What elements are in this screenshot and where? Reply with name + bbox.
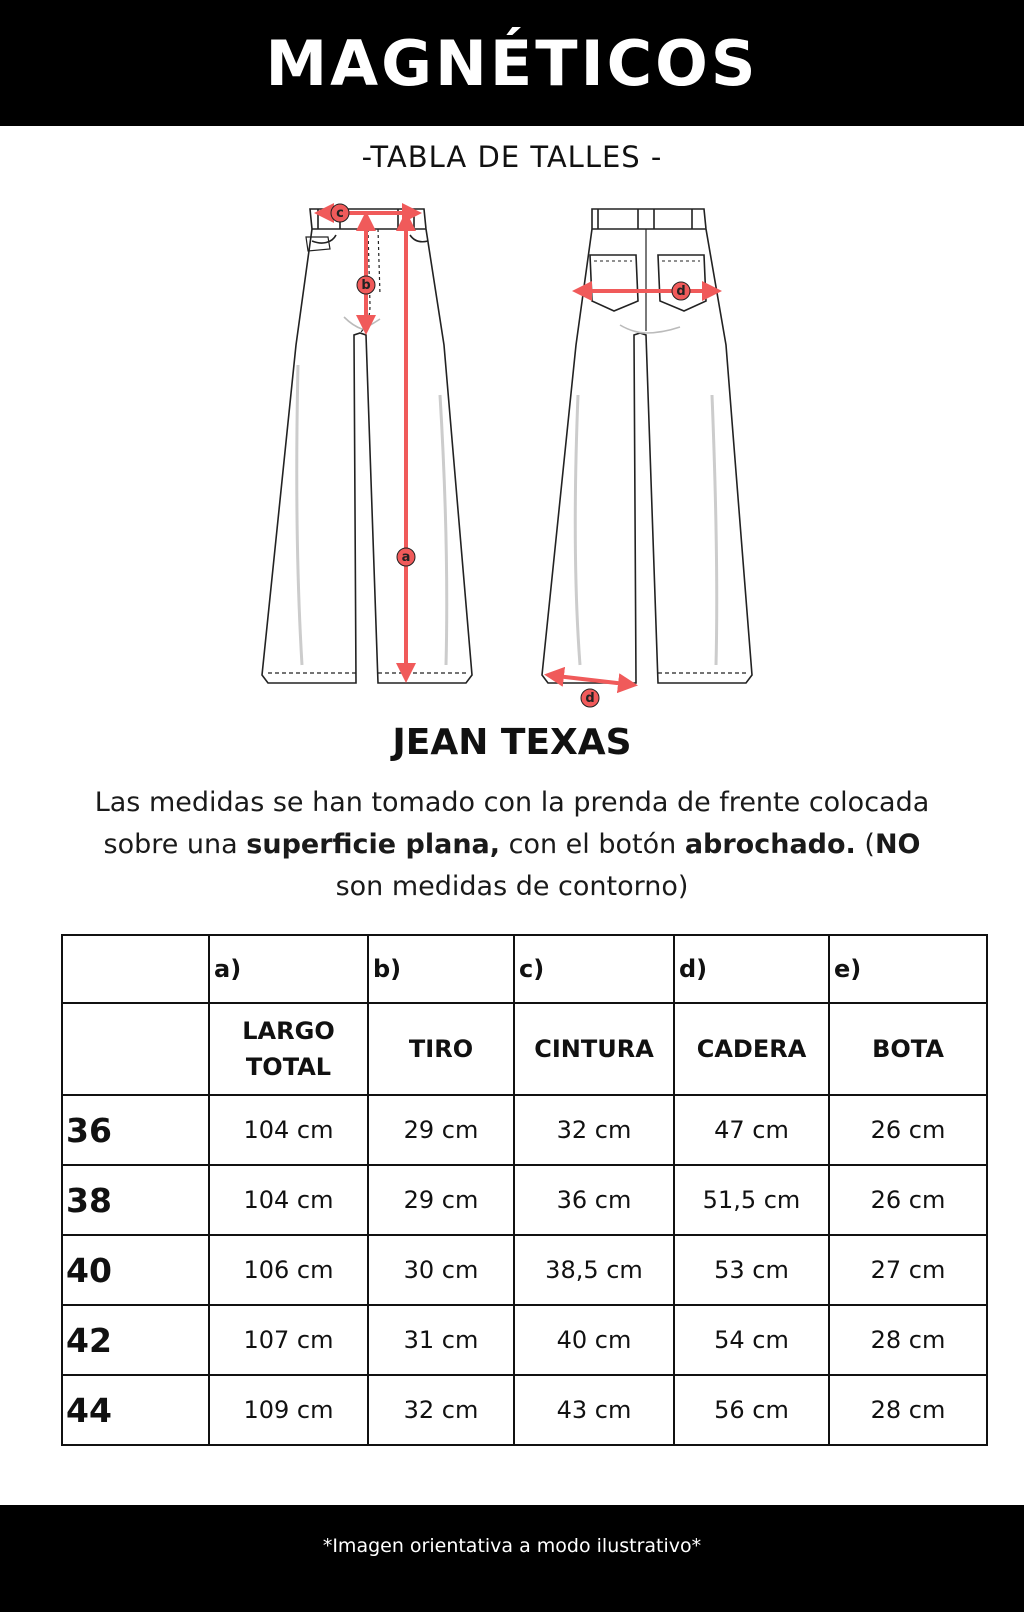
table-row bbox=[62, 1235, 987, 1305]
size-table bbox=[61, 934, 988, 1446]
column-header-cadera: CADERA bbox=[674, 1003, 829, 1095]
badge-a: a bbox=[401, 550, 411, 565]
table-cell: 107 cm bbox=[209, 1305, 368, 1375]
brand-title: MAGNÉTICOS bbox=[265, 26, 759, 100]
column-letter: b) bbox=[368, 935, 514, 1003]
table-cell: 29 cm bbox=[368, 1165, 514, 1235]
desc-part-4: son medidas de contorno) bbox=[335, 871, 689, 902]
product-name: JEAN TEXAS bbox=[392, 722, 632, 763]
size-chart-subtitle: -TABLA DE TALLES - bbox=[361, 140, 663, 174]
table-cell: 47 cm bbox=[674, 1095, 829, 1165]
table-header-row bbox=[62, 1003, 987, 1095]
desc-part-2: con el botón bbox=[500, 829, 685, 860]
table-cell: 53 cm bbox=[674, 1235, 829, 1305]
table-cell: 109 cm bbox=[209, 1375, 368, 1445]
table-cell: 28 cm bbox=[829, 1305, 987, 1375]
table-corner-cell bbox=[62, 1003, 209, 1095]
table-letter-row bbox=[62, 935, 987, 1003]
column-letter: e) bbox=[829, 935, 987, 1003]
size-label: 36 bbox=[62, 1095, 209, 1165]
desc-part-1: Las medidas se han tomado con la prenda de frente colocada sobre una bbox=[94, 787, 930, 860]
table-cell: 27 cm bbox=[829, 1235, 987, 1305]
table-cell: 31 cm bbox=[368, 1305, 514, 1375]
table-corner-cell bbox=[62, 935, 209, 1003]
table-cell: 43 cm bbox=[514, 1375, 674, 1445]
table-cell: 104 cm bbox=[209, 1095, 368, 1165]
badge-d-hip: d bbox=[676, 284, 686, 299]
measurement-description bbox=[90, 782, 934, 908]
desc-bold-1: superficie plana, bbox=[246, 829, 501, 860]
column-header-cintura: CINTURA bbox=[514, 1003, 674, 1095]
footer-bar bbox=[0, 1505, 1024, 1612]
badge-d-hem: d bbox=[585, 691, 595, 706]
badge-c: c bbox=[336, 206, 344, 221]
table-row bbox=[62, 1095, 987, 1165]
table-cell: 32 cm bbox=[514, 1095, 674, 1165]
desc-bold-2: abrochado. bbox=[684, 829, 856, 860]
column-header-largo-total: LARGO TOTAL bbox=[209, 1003, 368, 1095]
column-letter: c) bbox=[514, 935, 674, 1003]
table-cell: 51,5 cm bbox=[674, 1165, 829, 1235]
table-row bbox=[62, 1375, 987, 1445]
badge-b: b bbox=[361, 278, 371, 293]
table-cell: 36 cm bbox=[514, 1165, 674, 1235]
size-label: 40 bbox=[62, 1235, 209, 1305]
table-cell: 28 cm bbox=[829, 1375, 987, 1445]
table-cell: 106 cm bbox=[209, 1235, 368, 1305]
table-cell: 26 cm bbox=[829, 1095, 987, 1165]
table-cell: 38,5 cm bbox=[514, 1235, 674, 1305]
desc-part-3: ( bbox=[855, 829, 875, 860]
table-cell: 56 cm bbox=[674, 1375, 829, 1445]
table-cell: 40 cm bbox=[514, 1305, 674, 1375]
back-jeans-drawing bbox=[542, 209, 752, 683]
footer-note: *Imagen orientativa a modo ilustrativo* bbox=[322, 1534, 702, 1557]
table-cell: 32 cm bbox=[368, 1375, 514, 1445]
table-cell: 29 cm bbox=[368, 1095, 514, 1165]
column-letter: d) bbox=[674, 935, 829, 1003]
header-bar bbox=[0, 0, 1024, 126]
table-cell: 30 cm bbox=[368, 1235, 514, 1305]
table-cell: 54 cm bbox=[674, 1305, 829, 1375]
table-row bbox=[62, 1165, 987, 1235]
size-label: 38 bbox=[62, 1165, 209, 1235]
jeans-diagram bbox=[0, 195, 1024, 715]
table-cell: 26 cm bbox=[829, 1165, 987, 1235]
table-cell: 104 cm bbox=[209, 1165, 368, 1235]
table-row bbox=[62, 1305, 987, 1375]
size-label: 42 bbox=[62, 1305, 209, 1375]
size-label: 44 bbox=[62, 1375, 209, 1445]
column-header-bota: BOTA bbox=[829, 1003, 987, 1095]
column-letter: a) bbox=[209, 935, 368, 1003]
desc-bold-3: NO bbox=[874, 829, 921, 860]
column-header-tiro: TIRO bbox=[368, 1003, 514, 1095]
